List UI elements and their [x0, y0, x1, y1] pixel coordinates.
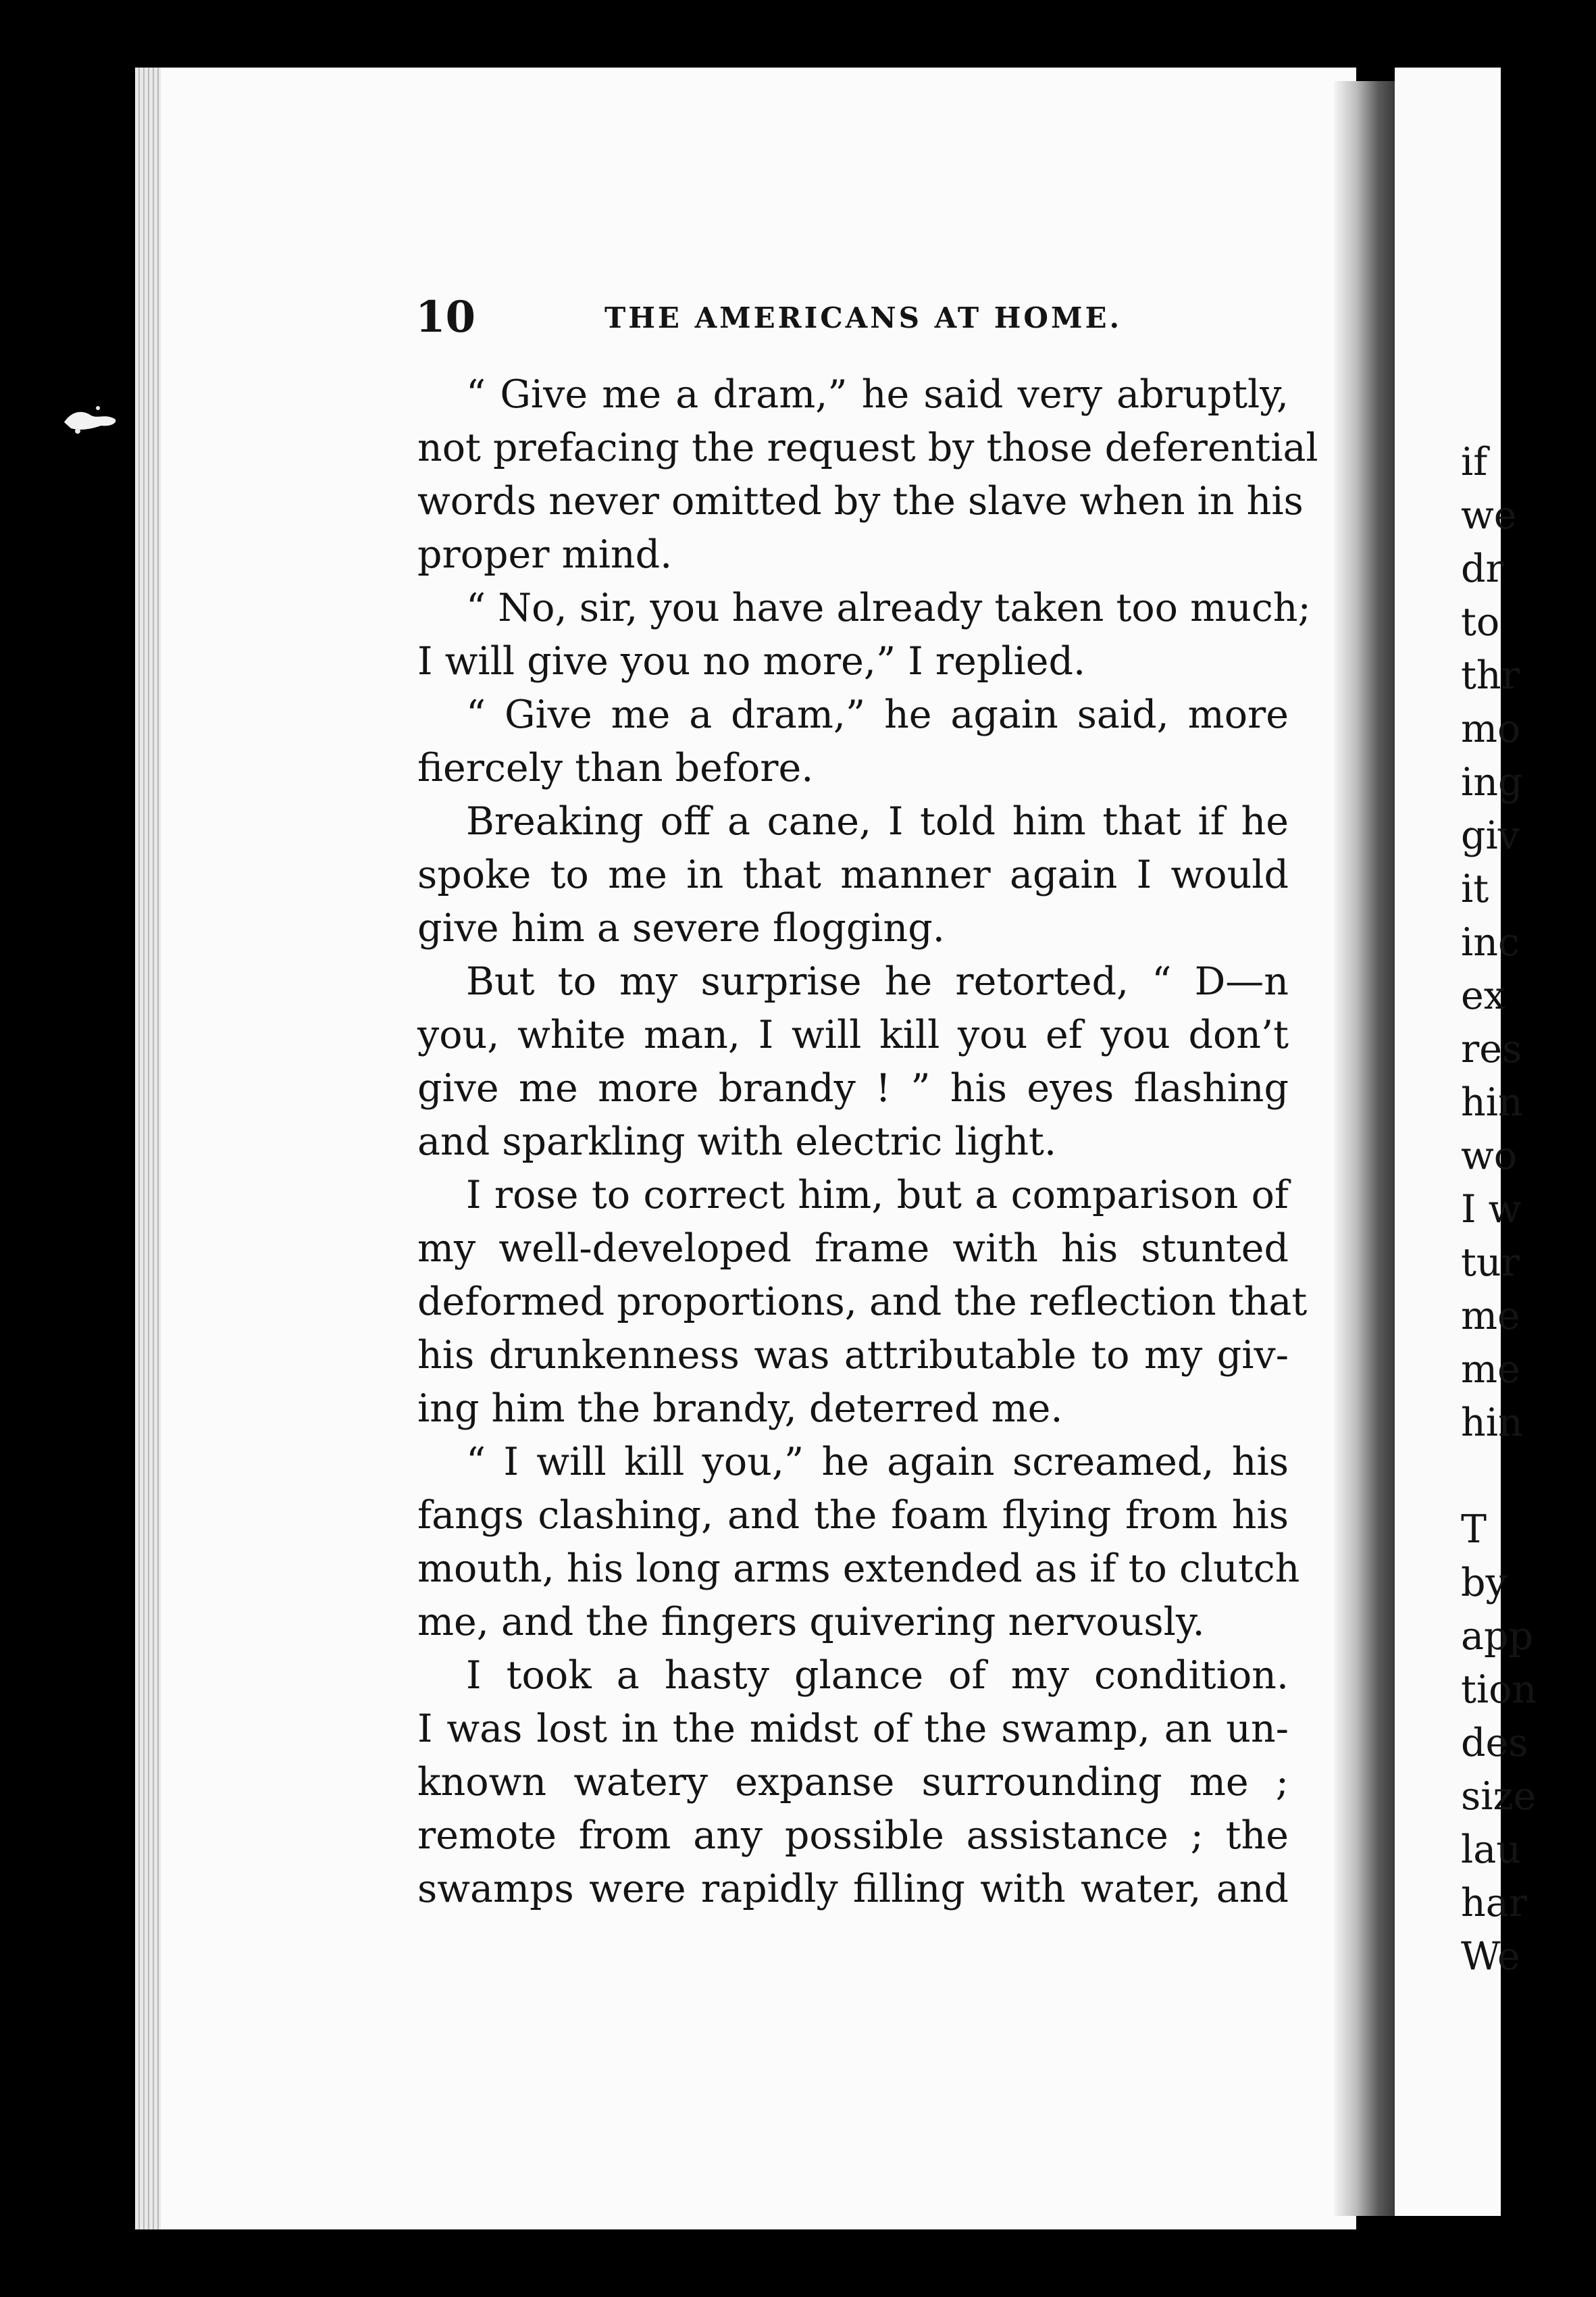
text-line: known watery expanse surrounding me ;	[417, 1760, 1289, 1804]
page-edges	[135, 68, 162, 2229]
text-line: But to my surprise he retorted, “ D—n	[466, 959, 1289, 1004]
facing-page-fragment: mo	[1461, 707, 1521, 751]
page-header	[415, 292, 1307, 343]
text-line: swamps were rapidly filling with water, and	[417, 1867, 1289, 1911]
facing-page-fragment: T	[1461, 1507, 1487, 1552]
facing-page-fragment: ex	[1461, 974, 1505, 1018]
text-line: “ Give me a dram,” he said very abruptly,	[466, 372, 1289, 417]
facing-page-fragment: We	[1461, 1934, 1520, 1979]
facing-page-fragment: it	[1461, 867, 1489, 911]
text-line: my well-developed frame with his stunted	[417, 1226, 1289, 1271]
text-line: me, and the fingers quivering nervously.	[417, 1600, 1205, 1644]
text-line: mouth, his long arms extended as if to clutch	[417, 1546, 1300, 1591]
text-line: his drunkenness was attributable to my giv-	[417, 1333, 1289, 1378]
text-line: fangs clashing, and the foam flying from his	[417, 1493, 1289, 1538]
text-line: deformed proportions, and the reflection that	[417, 1280, 1308, 1324]
body-text	[417, 368, 1318, 1916]
facing-page-fragment: des	[1461, 1721, 1528, 1765]
text-line: ing him the brandy, deterred me.	[417, 1386, 1063, 1431]
text-line: “ Give me a dram,” he again said, more	[466, 692, 1289, 737]
facing-page-fragment: me	[1461, 1294, 1520, 1338]
text-line: “ I will kill you,” he again screamed, his	[466, 1440, 1289, 1484]
facing-page	[1395, 68, 1537, 2216]
text-line: words never omitted by the slave when in his	[417, 479, 1304, 524]
facing-page-text	[1461, 436, 1596, 1984]
facing-page-fragment: dr	[1461, 547, 1504, 591]
facing-page-fragment: inc	[1461, 920, 1520, 965]
text-line: remote from any possible assistance ; the	[417, 1813, 1289, 1858]
text-line: I took a hasty glance of my condition.	[466, 1653, 1289, 1698]
page-number: 10	[415, 292, 476, 343]
text-line: proper mind.	[417, 532, 673, 577]
facing-page-fragment: res	[1461, 1027, 1522, 1071]
facing-page-fragment: ing	[1461, 760, 1523, 805]
facing-page-fragment: hin	[1461, 1400, 1523, 1445]
facing-page-fragment: tur	[1461, 1240, 1520, 1285]
facing-page-fragment: thr	[1461, 653, 1520, 698]
facing-page-fragment: by	[1461, 1561, 1508, 1605]
text-line: I will give you no more,” I replied.	[417, 639, 1086, 684]
facing-page-fragment: wo	[1461, 1134, 1518, 1178]
facing-page-fragment: lau	[1461, 1827, 1521, 1872]
facing-page-fragment: app	[1461, 1614, 1533, 1659]
facing-page-fragment: I w	[1461, 1187, 1522, 1232]
facing-page-fragment: if	[1461, 440, 1488, 484]
facing-page-fragment: to	[1461, 600, 1500, 645]
facing-page-fragment: size	[1461, 1774, 1537, 1819]
text-line: you, white man, I will kill you ef you don’t	[417, 1013, 1289, 1057]
facing-page-fragment: tion	[1461, 1667, 1537, 1712]
text-line: “ No, sir, you have already taken too much;	[466, 586, 1311, 630]
facing-page-fragment: giv	[1461, 813, 1520, 858]
text-line: Breaking off a cane, I told him that if he	[466, 799, 1289, 844]
text-line: and sparkling with electric light.	[417, 1119, 1057, 1164]
facing-page-fragment: har	[1461, 1881, 1527, 1925]
facing-page-fragment: me	[1461, 1347, 1520, 1392]
text-line: spoke to me in that manner again I would	[417, 853, 1289, 897]
facing-page-fragment: hin	[1461, 1080, 1523, 1125]
text-line: give me more brandy ! ” his eyes flashing	[417, 1066, 1289, 1111]
text-line: I was lost in the midst of the swamp, an un-	[417, 1707, 1289, 1751]
scan-speck-marks	[57, 399, 125, 439]
facing-page-fragment: we	[1461, 493, 1517, 538]
text-line: I rose to correct him, but a comparison of	[466, 1173, 1289, 1217]
text-line: fiercely than before.	[417, 746, 814, 790]
text-line: not prefacing the request by those deferential	[417, 426, 1318, 470]
text-line: give him a severe flogging.	[417, 906, 945, 951]
running-head: THE AMERICANS AT HOME.	[604, 301, 1123, 334]
facing-page-spacer	[1461, 1450, 1596, 1503]
